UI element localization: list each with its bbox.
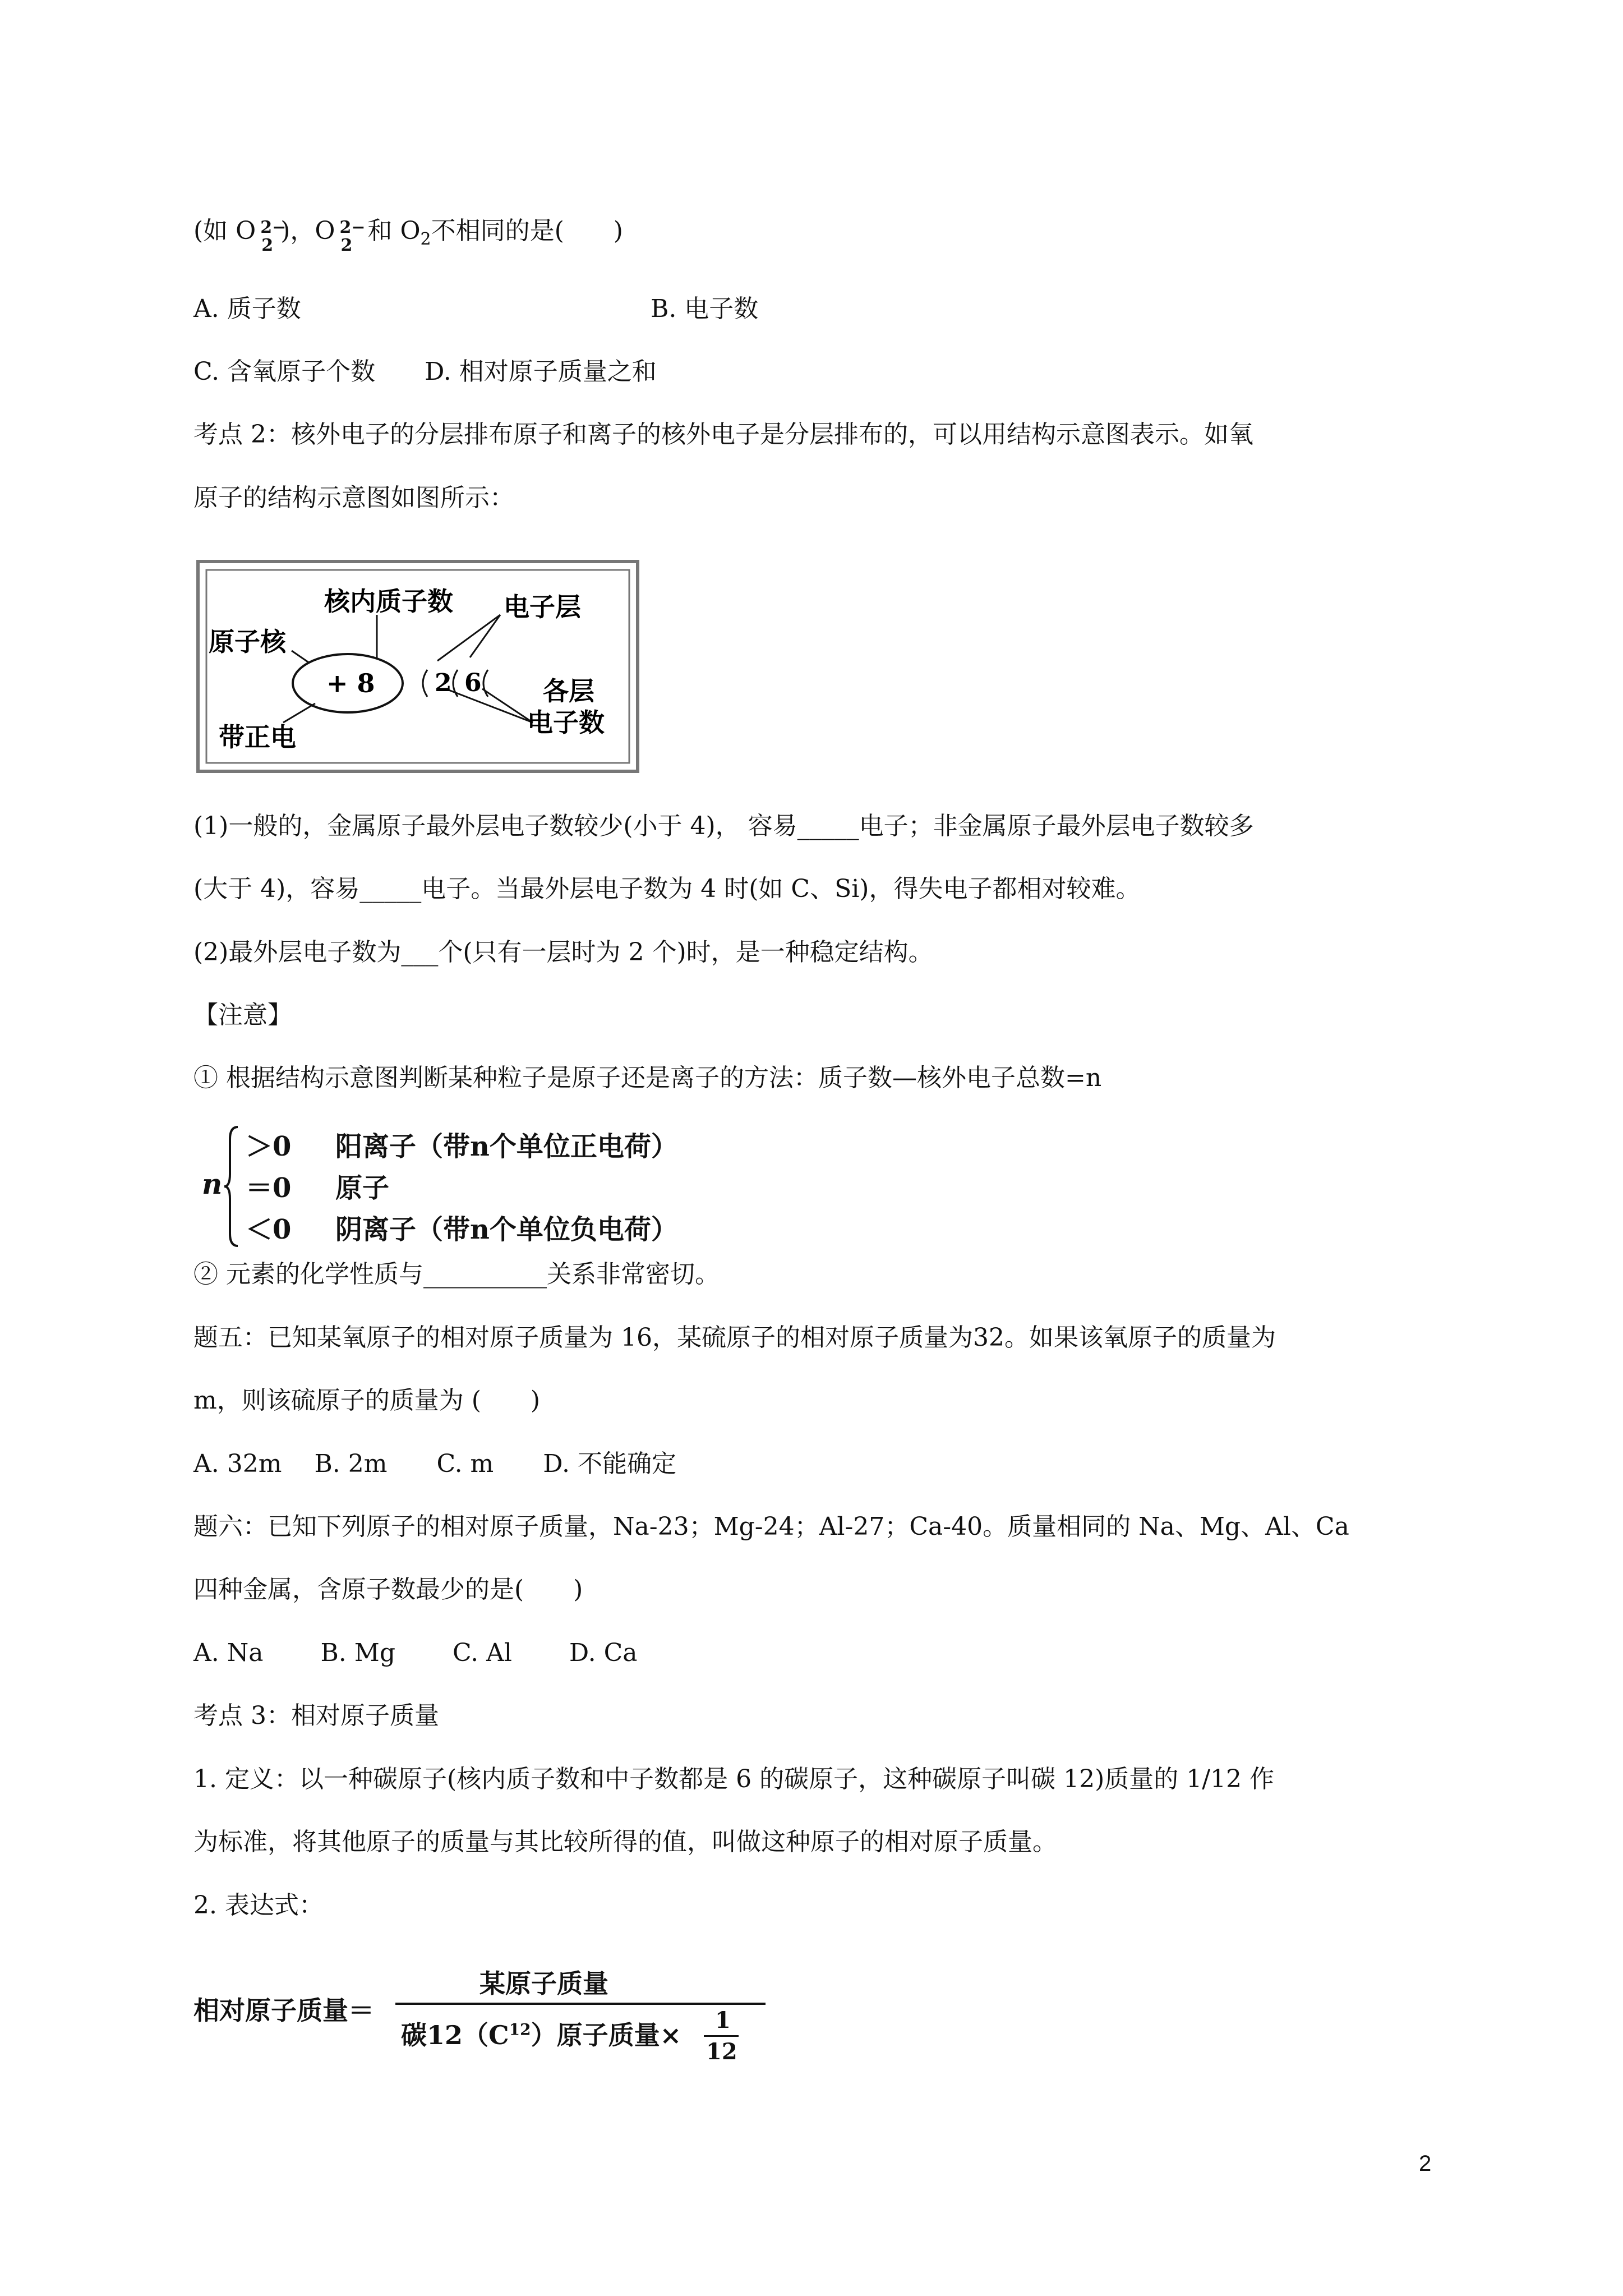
left-brace-icon [223, 1125, 240, 1248]
point-2-line: (2)最外层电子数为___个(只有一层时为 2 个)时，是一种稳定结构。 [193, 938, 933, 967]
question-stem-line [193, 215, 623, 255]
topic-2-line-cont: 原子的结构示意图如图所示： [193, 484, 514, 512]
label-positive: 带正电 [219, 722, 296, 752]
options-c-d: C. 含氧原子个数 D. 相对原子质量之和 [193, 357, 657, 386]
note-heading: 【注意】 [193, 1001, 292, 1029]
peroxide-ion: 2− 2 [339, 218, 366, 255]
oxygen-atom-diagram [196, 560, 639, 773]
text: )，O [280, 217, 335, 245]
charge-cases [202, 1125, 740, 1248]
label-each-shell: 各层 [543, 676, 594, 706]
case-row: ＝0 原子 [246, 1172, 390, 1204]
text: (如 O [193, 217, 256, 245]
text: 不相同的是( ) [431, 217, 623, 245]
small-fraction-denominator: 12 [706, 2039, 737, 2065]
formula-lhs: 相对原子质量＝ [193, 1995, 374, 2026]
question-5-line: 题五：已知某氧原子的相对原子质量为 16，某硫原子的相对原子质量为32。如果该氧原子的质量为 [193, 1323, 1276, 1352]
page-number: 2 [1419, 2151, 1432, 2176]
peroxide-ion: 2− 2 [260, 218, 287, 255]
small-fraction-numerator: 1 [715, 2007, 731, 2033]
fraction-bar [395, 2003, 766, 2005]
shell-1-count: 2 [435, 669, 452, 697]
case-row: ＞0 阳离子（带n个单位正电荷） [246, 1131, 678, 1162]
label-shell: 电子层 [504, 592, 581, 622]
question-6-line-cont: 四种金属，含原子数最少的是( ) [193, 1575, 583, 1604]
topic-3-heading: 考点 3：相对原子质量 [193, 1701, 439, 1730]
case-variable: n [202, 1167, 223, 1200]
question-5-options: A. 32m B. 2m C. m D. 不能确定 [193, 1450, 676, 1478]
point-1-line-cont: (大于 4)，容易_____电子。当最外层电子数为 4 时(如 C、Si)，得失电子都相对较难。 [193, 875, 1141, 903]
case-row: ＜0 阴离子（带n个单位负电荷） [246, 1214, 678, 1245]
subscript: 2 [420, 229, 431, 249]
note-2-line: ② 元素的化学性质与__________关系非常密切。 [193, 1260, 720, 1289]
note-1-line: ① 根据结构示意图判断某种粒子是原子还是离子的方法：质子数—核外电子总数=n [193, 1064, 1102, 1092]
small-fraction-bar [704, 2035, 739, 2037]
diagram-figure [196, 560, 639, 773]
question-6-options: A. Na B. Mg C. Al D. Ca [193, 1639, 638, 1667]
formula-numerator: 某原子质量 [479, 1968, 608, 1999]
definition-line: 1. 定义：以一种碳原子(核内质子数和中子数都是 6 的碳原子，这种碳原子叫碳 12)质量的 1/12 作 [193, 1765, 1275, 1793]
expression-heading: 2. 表达式： [193, 1891, 324, 1920]
label-proton-count: 核内质子数 [324, 586, 453, 616]
topic-2-line: 考点 2：核外电子的分层排布原子和离子的核外电子是分层排布的，可以用结构示意图表示。如氧 [193, 420, 1253, 449]
nucleus-charge: + 8 [326, 668, 375, 698]
formula-denominator: 碳$12(C^{12})$原子质量× [401, 2020, 682, 2050]
definition-line-cont: 为标准，将其他原子的质量与其比较所得的值，叫做这种原子的相对原子质量。 [193, 1828, 1057, 1856]
label-nucleus: 原子核 [209, 627, 286, 657]
question-6-line: 题六：已知下列原子的相对原子质量，Na-23；Mg-24；Al-27；Ca-40。质量相同的 Na、Mg、Al、Ca [193, 1512, 1349, 1541]
relative-atomic-mass-formula [193, 1963, 782, 2070]
point-1-line: (1)一般的，金属原子最外层电子数较少(小于 4)， 容易_____电子；非金属原子最外层电子数较多 [193, 812, 1254, 840]
question-5-line-cont: m，则该硫原子的质量为 ( ) [193, 1386, 541, 1415]
shell-2-count: 6 [464, 669, 482, 697]
label-electron-count: 电子数 [527, 707, 605, 738]
option-a: A. 质子数 [193, 295, 301, 323]
text: 和 O [359, 217, 421, 245]
option-b: B. 电子数 [651, 295, 759, 323]
